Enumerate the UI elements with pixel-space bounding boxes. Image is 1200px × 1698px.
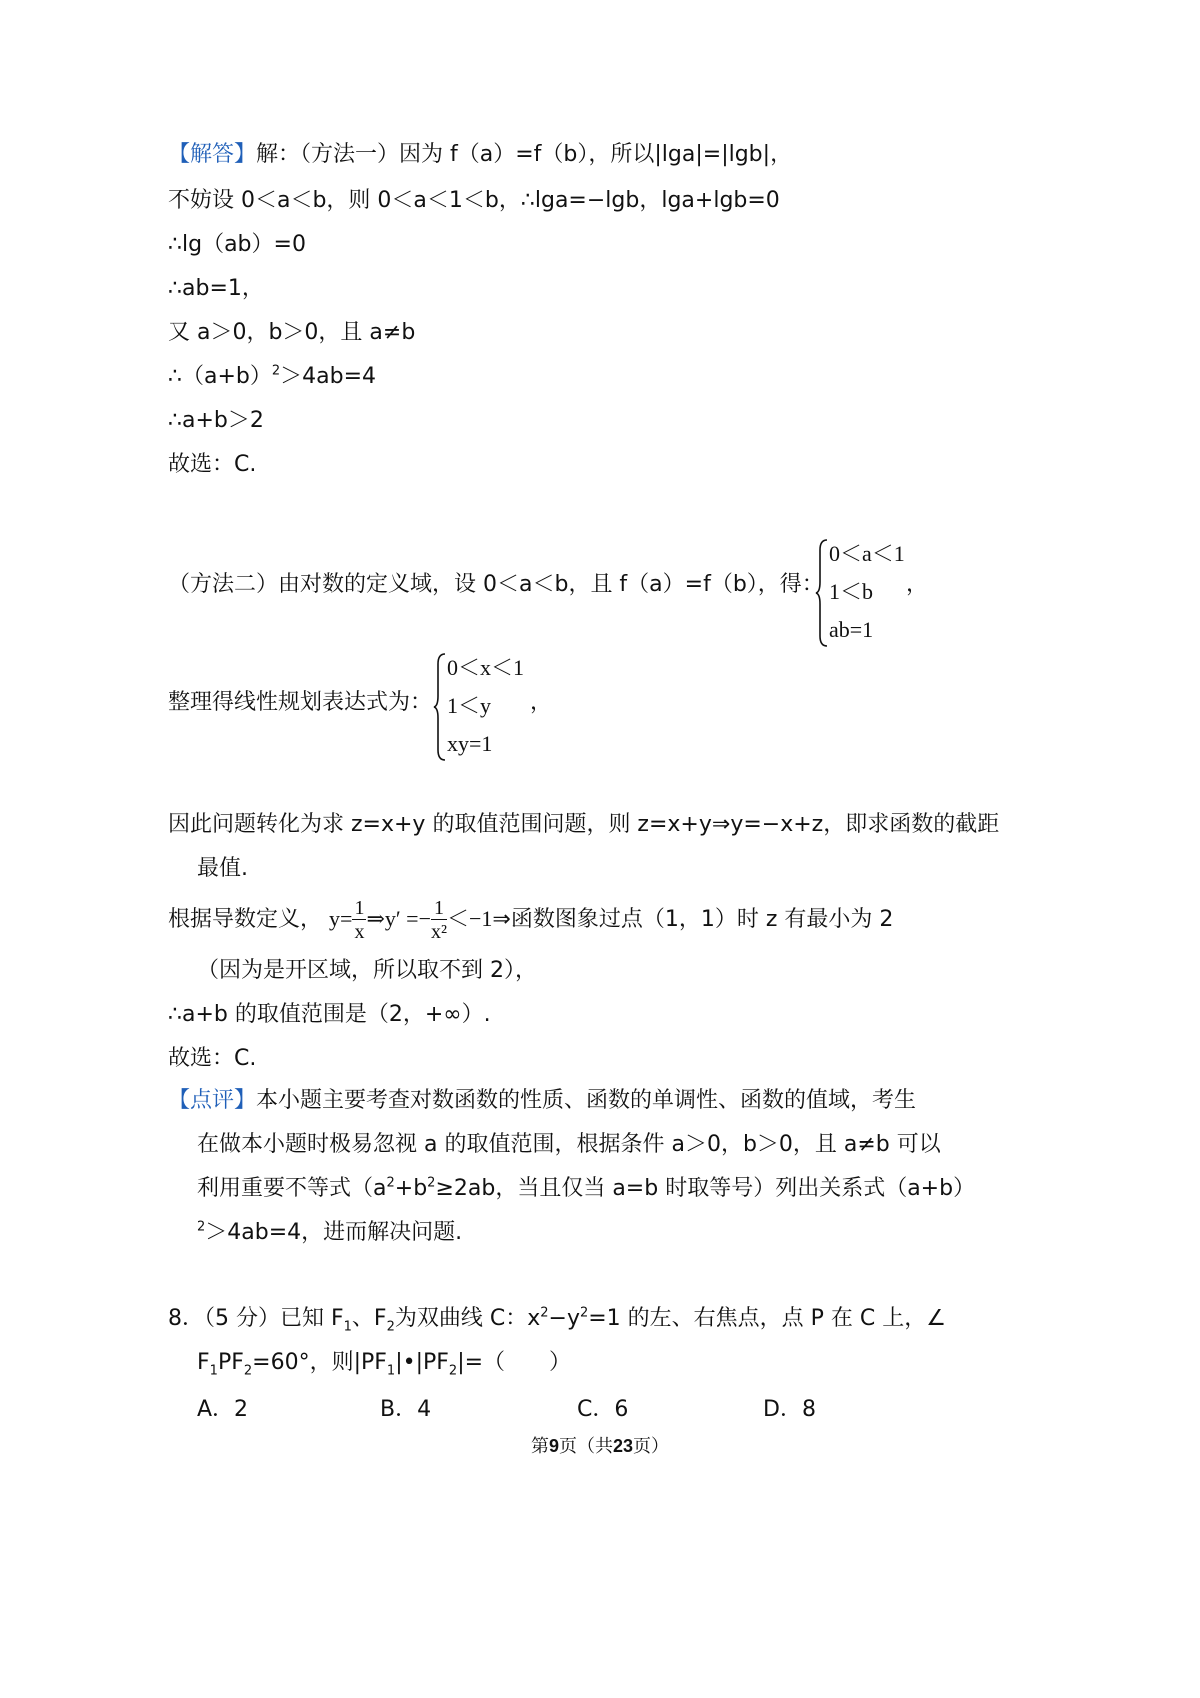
q8-text: 8．（5 分）已知 F — [168, 1306, 344, 1331]
solution-line-6-a: ∴（a+b） — [168, 364, 272, 389]
method2-intro: （方法二）由对数的定义域，设 0＜a＜b，且 f（a）=f（b），得： — [168, 572, 824, 597]
question-8-line-1 — [168, 1304, 946, 1334]
method2-line-7: 故选：C. — [168, 1046, 257, 1071]
q8-text: |•|PF — [395, 1350, 449, 1375]
comment-line-4-text: ＞4ab=4，进而解决问题. — [205, 1220, 463, 1245]
q8-sup: 2 — [579, 1305, 589, 1321]
q8-sub: 1 — [386, 1363, 396, 1379]
q8-text: F — [197, 1350, 210, 1375]
derivative-suffix: ⇒函数图象过点（1，1）时 z 有最小为 2 — [492, 907, 894, 932]
solution-line-1 — [168, 140, 792, 170]
option-d: D．8 — [763, 1397, 816, 1422]
solution-tag: 【解答】 — [168, 142, 257, 167]
comment-line-3-b: +b — [394, 1176, 428, 1201]
method2-intro-2: 整理得线性规划表达式为： — [168, 690, 433, 715]
method2-line-5: （因为是开区域，所以取不到 2）， — [197, 958, 537, 983]
solution-line-6 — [168, 362, 376, 392]
comment-text-1: 本小题主要考查对数函数的性质、函数的单调性、函数的值域，考生 — [256, 1088, 917, 1113]
q8-text: |=（ ） — [457, 1350, 572, 1375]
method2-line-3b: 最值. — [197, 856, 248, 881]
method2-line-3: 因此问题转化为求 z=x+y 的取值范围问题，则 z=x+y⇒y=−x+z，即求函数的截距 — [168, 812, 1000, 837]
option-b: B．4 — [380, 1397, 432, 1422]
method2-system-2 — [433, 650, 543, 764]
system-1-row: 1＜b — [829, 579, 874, 604]
left-brace-icon — [433, 650, 447, 764]
method2-derivative-line — [168, 888, 893, 950]
system-1-row: 0＜a＜1 — [829, 541, 905, 566]
q8-sub: 2 — [243, 1363, 253, 1379]
q8-sub: 2 — [386, 1319, 395, 1335]
q8-text: −y — [548, 1306, 580, 1331]
system-2-row: xy=1 — [447, 731, 493, 756]
system-2-row: 0＜x＜1 — [447, 655, 525, 680]
comment-line-3-a: 利用重要不等式（a — [197, 1176, 387, 1201]
q8-sup: 2 — [540, 1305, 549, 1321]
derivative-y: y= — [329, 906, 353, 931]
derivative-mid: ⇒y′ =− — [366, 906, 431, 931]
derivative-end: ＜−1 — [447, 906, 493, 931]
derivative-prefix: 根据导数定义， — [168, 907, 323, 932]
option-c: C．6 — [577, 1397, 629, 1422]
comment-line-4 — [197, 1218, 462, 1248]
solution-line-3: ∴lg（ab）=0 — [168, 232, 306, 257]
footer-suffix: 页） — [633, 1436, 670, 1457]
comment-line-1 — [168, 1086, 916, 1116]
solution-line-8: 故选：C. — [168, 452, 257, 477]
q8-text: 为双曲线 C：x — [394, 1306, 541, 1331]
method2-comma-1: ， — [906, 572, 929, 597]
page-footer — [0, 1432, 1200, 1458]
q8-sub: 1 — [343, 1319, 352, 1335]
system-2-row: 1＜y — [447, 693, 492, 718]
solution-line-4: ∴ab=1， — [168, 276, 264, 301]
q8-text: 、F — [351, 1306, 387, 1331]
q8-text: PF — [217, 1350, 244, 1375]
q8-sub: 2 — [448, 1363, 458, 1379]
comment-line-3 — [197, 1174, 975, 1204]
solution-line-6-b: ＞4ab=4 — [280, 364, 377, 389]
footer-page-number: 9 — [548, 1436, 559, 1456]
solution-line-5: 又 a＞0，b＞0，且 a≠b — [168, 320, 416, 345]
fraction-1-over-x-squared: $\frac{1}{\text{x²}}$ — [431, 896, 447, 943]
question-8-line-2 — [197, 1348, 571, 1378]
comment-line-2: 在做本小题时极易忽视 a 的取值范围，根据条件 a＞0，b＞0，且 a≠b 可以 — [197, 1132, 941, 1157]
footer-total-pages: 23 — [612, 1436, 634, 1456]
solution-line-2: 不妨设 0＜a＜b，则 0＜a＜1＜b，∴lga=−lgb，lga+lgb=0 — [168, 188, 780, 213]
method2-line-6: ∴a+b 的取值范围是（2，+∞）. — [168, 1002, 491, 1027]
fraction-1-over-x: $\frac{1}{x}$ — [354, 896, 365, 943]
option-a: A．2 — [197, 1397, 249, 1422]
solution-line-6-sup: 2 — [271, 363, 281, 379]
comment-sup: 2 — [197, 1219, 206, 1235]
footer-prefix: 第 — [530, 1436, 549, 1457]
solution-text-1: 解：（方法一）因为 f（a）=f（b），所以|lga|=|lgb|， — [256, 142, 793, 167]
method2-comma-2: ， — [530, 690, 553, 715]
q8-sub: 1 — [209, 1363, 218, 1379]
left-brace-icon — [815, 536, 829, 650]
q8-text: =60°，则|PF — [252, 1350, 387, 1375]
system-1-row: ab=1 — [829, 617, 874, 642]
comment-line-3-c: ≥2ab，当且仅当 a=b 时取等号）列出关系式（a+b） — [435, 1176, 976, 1201]
footer-mid: 页（共 — [558, 1436, 613, 1457]
comment-sup: 2 — [386, 1175, 395, 1191]
q8-text: =1 的左、右焦点，点 P 在 C 上，∠ — [588, 1306, 946, 1331]
solution-line-7: ∴a+b＞2 — [168, 408, 264, 433]
comment-sup: 2 — [427, 1175, 436, 1191]
comment-tag: 【点评】 — [168, 1088, 257, 1113]
